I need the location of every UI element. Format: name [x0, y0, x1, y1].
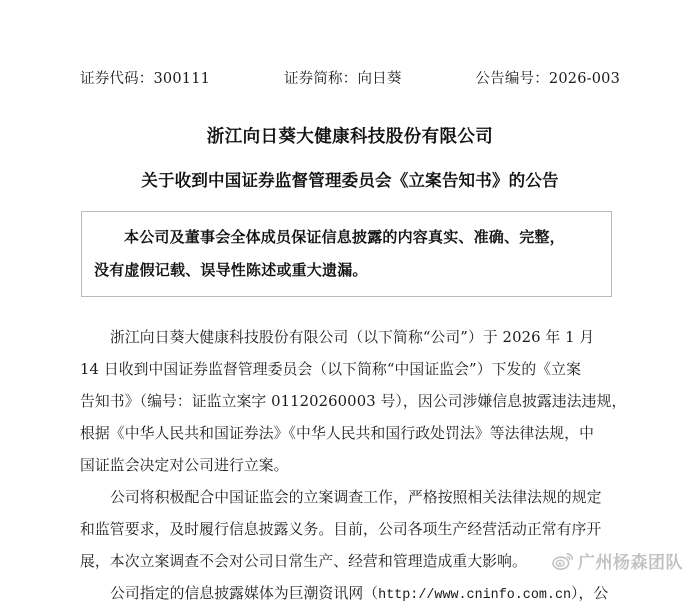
paragraph-1-line-3: 告知书》（编号：证监立案字 01120260003 号），因公司涉嫌信息披露违法违规， — [80, 393, 627, 410]
security-abbr-field — [284, 67, 402, 88]
cninfo-url[interactable]: http://www.cninfo.com.cn — [378, 588, 572, 603]
notice-number-label: 公告编号： — [475, 71, 549, 87]
responsibility-statement-box — [81, 211, 612, 297]
paragraph-2-line-3: 展，本次立案调查不会对公司日常生产、经营和管理造成重大影响。 — [80, 553, 527, 570]
notice-number-value: 2026-003 — [548, 71, 620, 87]
paragraph-2-line-2: 和监管要求，及时履行信息披露义务。目前，公司各项生产经营活动正常有序开 — [80, 521, 602, 538]
announcement-subject-title: 关于收到中国证券监督管理委员会《立案告知书》的公告 — [141, 171, 559, 191]
paragraph-3-prefix: 公司指定的信息披露媒体为巨潮资讯网（ — [110, 585, 379, 602]
paragraph-1 — [80, 322, 627, 482]
security-abbr-label: 证券简称： — [283, 71, 358, 87]
paragraph-3-line-1 — [80, 578, 623, 612]
title-block — [80, 124, 620, 194]
security-code-field — [80, 67, 210, 88]
document-body — [80, 322, 627, 612]
notice-number-field — [475, 67, 620, 88]
security-abbr-value: 向日葵 — [357, 71, 402, 87]
company-name-title: 浙江向日葵大健康科技股份有限公司 — [206, 127, 494, 147]
paragraph-1-line-2: 14 日收到中国证券监督管理委员会（以下简称“中国证监会”）下发的《立案 — [80, 361, 581, 378]
statement-line-1: 本公司及董事会全体成员保证信息披露的内容真实、准确、完整， — [124, 228, 565, 246]
document-header — [80, 67, 620, 88]
paragraph-2 — [80, 482, 623, 578]
paragraph-1-line-1: 浙江向日葵大健康科技股份有限公司（以下简称“公司”）于 2026 年 1 月 — [110, 329, 595, 346]
paragraph-1-line-5: 国证监会决定对公司进行立案。 — [80, 457, 289, 474]
security-code-value: 300111 — [153, 71, 211, 87]
watermark-text: 广州杨森团队 — [578, 553, 683, 573]
security-code-label: 证券代码： — [80, 71, 154, 87]
paragraph-3 — [80, 578, 623, 612]
paragraph-3-suffix: ），公 — [571, 585, 609, 602]
paragraph-1-line-4: 根据《中华人民共和国证券法》《中华人民共和国行政处罚法》等法律法规，中 — [80, 425, 594, 442]
statement-line-2: 没有虚假记载、误导性陈述或重大遗漏。 — [94, 261, 368, 279]
paragraph-2-line-1: 公司将积极配合中国证监会的立案调查工作，严格按照相关法律法规的规定 — [110, 489, 602, 506]
